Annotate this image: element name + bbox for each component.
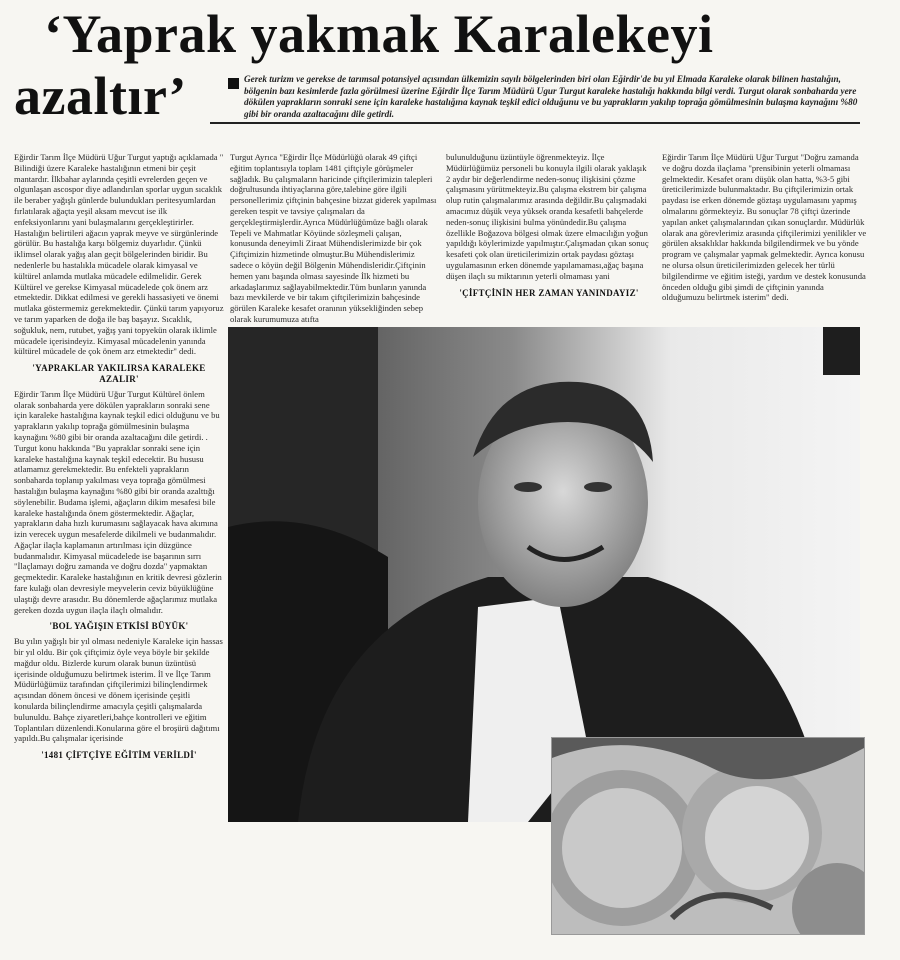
column-2: [230, 152, 438, 327]
col1-subhead-2: 'BOL YAĞIŞIN ETKİSİ BÜYÜK': [49, 621, 189, 632]
col1-subhead-3: '1481 ÇİFTÇİYE EĞİTİM VERİLDİ': [41, 750, 197, 761]
lead-bullet-icon: [228, 78, 239, 89]
apple-inset-illustration: [552, 738, 864, 934]
col1-paragraph-2: Eğirdir Tarım İlçe Müdürü Uğur Turgut Kültürel önlem olarak sonbaharda yere dökülen yaprakların sonraki sene için karaleke hastalığına kaynak teşkil edici olduğunu ve bu yaprakların yakılıp toprağa gömülmesinin bulaşma kaynağını %80 gibi bir oranda azaltacağını dile getirdi. . Turgut konu hakkında "Bu yapraklar sonraki sene için karaleke hastalığına kaynak teşkil edecektir. Bu hususu atlamamız gerekmektedir. Bu enfekteli yaprakların sonbaharda toplanıp yakılması veya toprağa gömülmesi hastalığın bulaşma kaynağını %80 gibi bir oranda azalttığı söylenebilir. Budama işlemi, ağaçların dikim mesafesi bile karaleke hastalığında önem göstermektedir. Ağaçlar, yaprakların daha hızlı kurumasını sağlayacak hava akımına izin verecek uygun mesafelerde dikilmeli ve budanmalıdır. Ağaçlar ilaçla kaplamanın artırılması için düzgünce budanmalıdır. Kimyasal mücadelede ise başarının sırrı "İlaçlamayı doğru zamanda ve doğru dozda" yapmaktan geçmektedir. Karaleke hastalığının en kritik devresi gözlerin fare kulağı olan devresiyle meyvelerin ceviz büyüklüğüne ulaştığı devre arasıdır. Bu dönemlerde ağaçlarımız mutlaka gereken dozda uygun ilaçla ilaçlı olmalıdır.: [14, 388, 222, 615]
col1-paragraph-3: Bu yılın yağışlı bir yıl olması nedeniyle Karaleke için hassas bir yıl oldu. Bir çok çiftçimiz öyle veya böyle bir şekilde mağdur oldu. Bizlerde kurum olarak bunun üzüntüsü içerisinde olduğumuzu belirtmek isterim. İl ve İlçe Tarım Müdürlüğümüz tarafından çiftçilerimizi bilinçlendirmek açısından dönem öncesi ve dönem içerisinde çeşitli konularda bilinçlendirme amacıyla çeşitli çalışmalarda bulunuldu. Bahçe ziyaretleri,bahçe kontrolleri ve eğitim Toplantıları düzenlendi.Konularına göre el broşürü dağıtımı yapıldı.Bu çalışmalar içerisinde: [14, 636, 223, 744]
lead-paragraph: Gerek turizm ve gerekse de tarımsal potansiyel açısından ülkemizin sayılı bölgelerinden biri olan Eğirdir'de bu yıl Elmada Karaleke olarak bilinen hastalığın, bölgenin bazı kesimlerde fazla görülmesi üzerine Eğirdir İlçe Tarım Müdürü Ugur Turgut karaleke hastalığı hakkında bilgi verdi. Turgut olarak sonbaharda yere dökülen yaprakların sonraki sene için karaleke hastalığına kaynak teşkil edici olduğunu ve bu yaprakların yakılıp toprağa gömülmesinin bulaşma kaynağını %80 gibi bir oranda azaltacağını dile getirdi.: [244, 74, 858, 119]
col3-subhead-1: 'ÇİFTÇİNİN HER ZAMAN YANINDAYIZ': [459, 287, 639, 298]
col2-paragraph-1: Turgut Ayrıca "Eğirdir İlçe Müdürlüğü olarak 49 çiftçi eğitim toplantısıyla toplam 1481 çiftçiyle görüşmeler sağladık. Bu çalışmaların haricinde çiftçilerimizin talepleri doğrultusunda ihtiyaçlarına göre,talebine göre ilgili personellerimiz çiftçinin bahçesine bizzat giderek yapılması gereken tespit ve tavsiye çalışmaları da gerçekleştirmişlerdir.Ayrıca Müdürlüğümüze bağlı olarak Tepeli ve Mahmatlar Köyünde sözleşmeli çalışan, konusunda deneyimli Ziraat Mühendislerimizde bir çok Çiftçimizin hizmetinde olmuştur.Bu Mühendislerimiz sadece o köyün değil Bölgenin Mühendisleridir.Çiftçinin hemen yanı başında olması sayesinde İlk hizmeti bu arkadaşlarımız sağlayabilmektedir.Tüm bunların yanında bazı mevkilerde ve bir takım çiftçilerimizin bahçesinde görülen Karaleke kesafet oranının yüksekliğinden sebep olarak kurumumuza atıfta: [230, 152, 437, 324]
lead-box: [210, 72, 860, 124]
col1-subhead-1: 'YAPRAKLAR YAKILIRSA KARALEKE AZALIR': [32, 363, 206, 384]
col3-paragraph-1: bulunulduğunu üzüntüyle öğrenmekteyiz. İlçe Müdürlüğümüz personeli bu konuyla ilgili olarak yaklaşık 2 aydır bir değerlendirme neden-sonuç ilişkisini çözme çalışmasını yürütmekteyiz.Bu çalışma ekstrem bir çalışma olup rutin çalışmalarımız arasında değildir.Bu çalışmadaki amacımız düşük veya yüksek oranda kesafetli bahçelerde neden-sonuç ilişkisini bulma yönündedir.Bu çalışma özellikle Boğazova bölgesi olmak üzere elmacılığın yoğun yapıldığı köylerimizde yapılmıştır.Çalışmadan çıkan sonuç kesafeti çok olan üreticilerimizin ortak paydası göztaşı uygulamasının erken dönemde yapılamaması,ağaç başına düşen ilaçlı su miktarının yeterli olmaması yani: [446, 152, 649, 281]
column-4: [662, 152, 868, 305]
col4-paragraph-1: Eğirdir Tarım İlçe Müdürü Uğur Turgut "Doğru zamanda ve doğru dozda ilaçlama "prensibinin yeterli olmaması gelmektedir. Kesafet oranı düşük olan hatta, %3-5 gibi üreticilerimizde bulunmaktadır. Bu çiftçilerimizin ortak paydası ise erken dönemde göztaşı uygulamasını yapmış olmalarını görmekteyiz. Bu sonuçlar 78 çiftçi üzerinde yapılan anket çalışmalarından çıkan sonuçlardır. Müdürlük olarak ana görevlerimiz arasında çiftçilerimizi yenilikler ve görülen aksaklıklar hakkında bilgilendirmek ve bu yönde program ve çalışmalar yapmak gelmektedir. Ayrıca konusu ne olursa olsun üreticilerimizden gelecek her türlü bilgilendirme ve eğitim isteği, yardım ve destek konusunda önceden olduğu gibi şimdi de çiftçinin yanında olduğumuzu belirtmek isterim" dedi.: [662, 152, 867, 303]
col1-paragraph-1: Eğirdir Tarım İlçe Müdürü Uğur Turgut yaptığı açıklamada " Bilindiği üzere Karaleke hastalığının etmeni bir çeşit mantardır. İlkbahar aylarında çeşitli evrelerden geçen ve olgunlaşan ascospor diye adlandırılan sporlar uygun sıcaklık ile beraber yağışlı günlerde bulundukları peritesyumlardan fırlatılarak ağaçta yeşil aksam mevcut ise ilk enfeksiyonlarını yani bulaşmalarını gerçekleştirirler. Hastalığın belirtileri ağacın yaprak meyve ve sürgünlerinde görülür. Bu hastalığa karşı bölgemiz duyarlıdır. Çünkü iklimsel olarak yağış alan geçit bölgelerinden biridir. Bu nedenlerle bu hastalıkla mücadele olarak kimyasal ve kültürel anlamda mutlaka mücadele edilmelidir. Gerek Kültürel ve gerekse Kimyasal mücadelede çok önem arz etmektedir. Dikkat edilmesi ve gerekli hassasiyeti ve önemi mutlaka göstermemiz gerekmektedir. Çünkü tarım yapıyoruz ve tarım yaparken de doğa ile baş başayız. Sıcaklık, soğukluk, nem, rutubet, yağış yani topyekün olarak iklimle mücadele içerisindeyiz. Kimyasal mücadelenin yanında kültürel mücadele de çok önem arz etmektedir" dedi.: [14, 152, 224, 357]
column-3: [446, 152, 652, 302]
column-1: [14, 152, 224, 765]
headline-line-1: ‘Yaprak yakmak Karalekeyi: [44, 4, 714, 64]
apple-inset-photo: [551, 737, 865, 935]
headline-line-2: azaltır’: [14, 66, 187, 126]
